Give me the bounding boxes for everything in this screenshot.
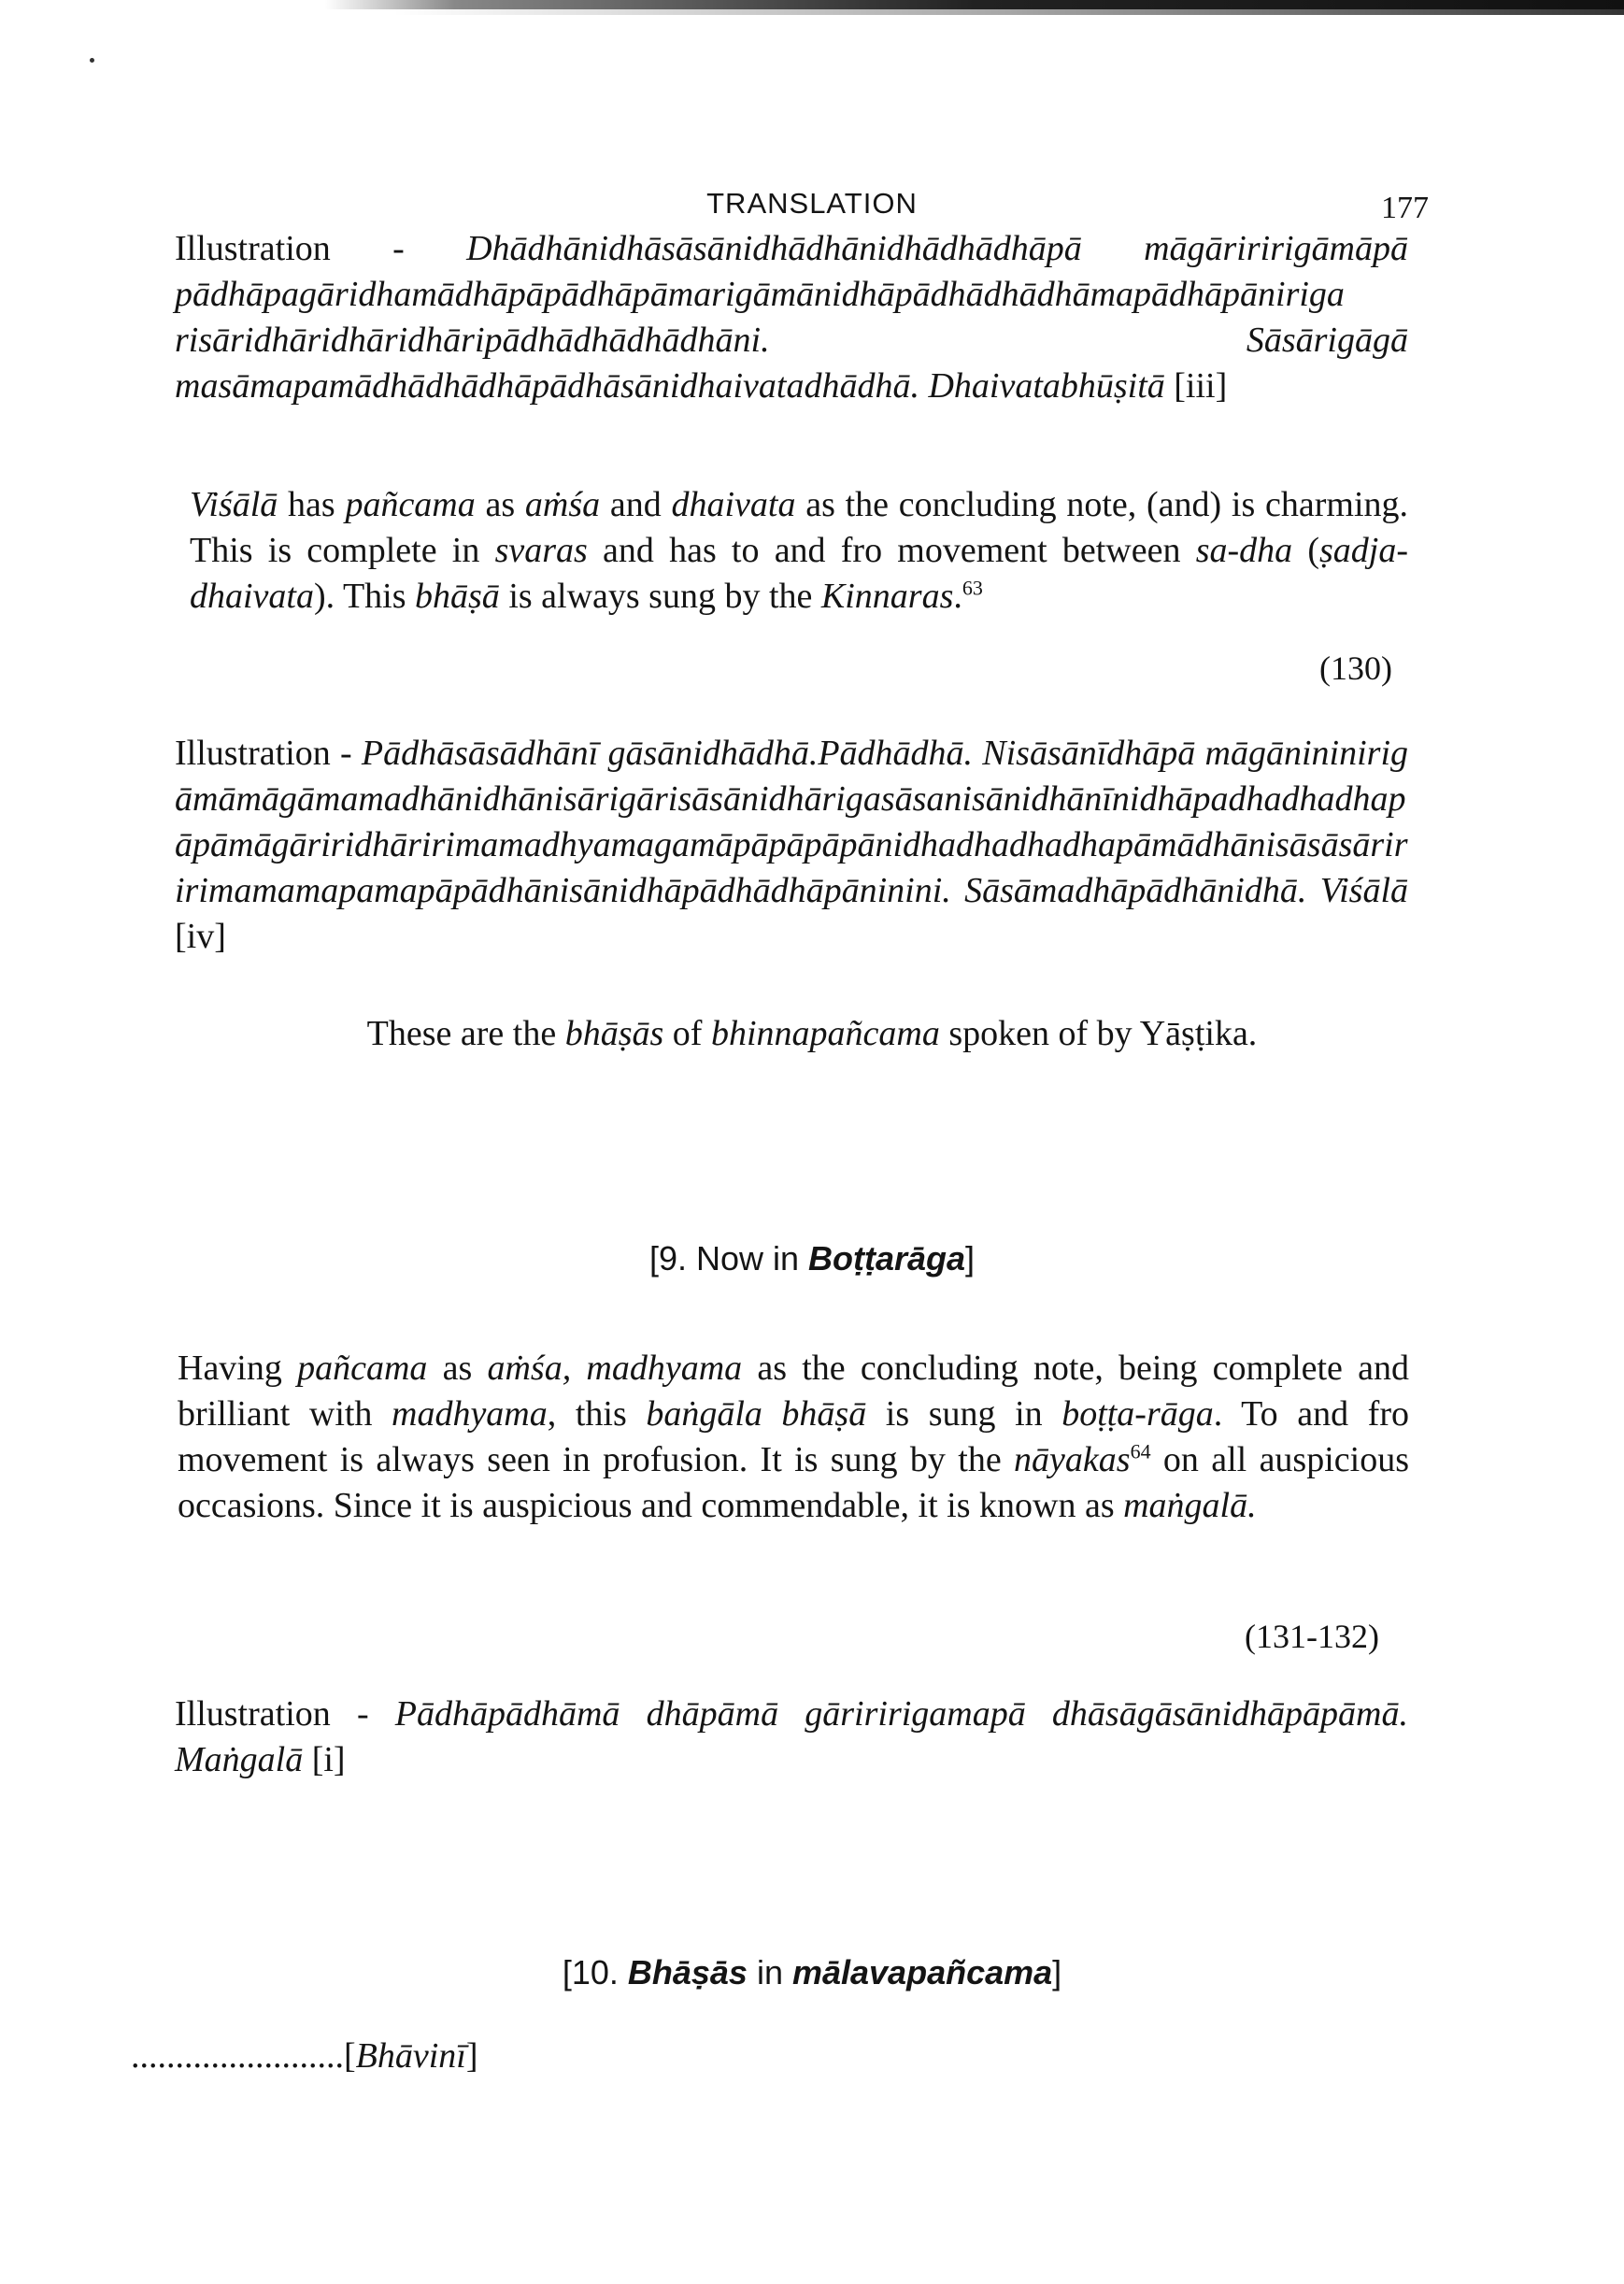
mangala-paragraph <box>178 1346 1409 1529</box>
text-run: is sung in <box>866 1394 1062 1434</box>
heading-suffix: ] <box>1052 1953 1062 1991</box>
text-run: as the concluding note, (and) is charming. This is complete in <box>190 485 1409 570</box>
term-bangala-bhasa: baṅgāla bhāṣā <box>646 1394 867 1434</box>
bhasa-name: Dhaivatabhūṣitā <box>928 366 1165 406</box>
text-run: has <box>278 485 346 524</box>
illustration-iii <box>175 226 1408 409</box>
scan-edge-top <box>0 0 1624 9</box>
illustration-notes: Pādhāpādhāmā dhāpāmā gāriririgamapā dhāsāgāsānidhāpāpāmā. <box>394 1694 1408 1734</box>
text-run: as <box>427 1349 488 1388</box>
term-bhasa: bhāṣā <box>415 577 500 616</box>
footnote-marker: 63 <box>962 576 983 600</box>
verse-number: (131-132) <box>1245 1618 1379 1655</box>
heading-suffix: ] <box>965 1239 976 1278</box>
bhasa-ref: [iii] <box>1174 366 1228 406</box>
bhasa-name: Bhāvinī <box>355 2036 466 2076</box>
text-run: on all auspicious occasions. Since it is auspicious and commendable, it is known as <box>178 1440 1409 1525</box>
text-run: as <box>475 485 525 524</box>
term-bhinnapancama: bhinnapañcama <box>710 1014 940 1053</box>
heading-term: Boṭṭarāga <box>808 1239 966 1278</box>
term-pancama: pañcama <box>297 1349 428 1388</box>
text-run: . To and fro movement is always seen in profusion. It is sung by the <box>178 1394 1409 1479</box>
page-number: 177 <box>1381 191 1429 225</box>
term-bhasas: bhāṣās <box>564 1014 664 1053</box>
text-run: of <box>663 1014 711 1053</box>
term-visala: Viśālā <box>190 485 278 524</box>
text-run: These are the <box>366 1014 565 1053</box>
illustration-notes: Dhādhānidhāsāsānidhādhānidhādhādhāpā māgāriririgāmāpā pādhāpagāridhamādhāpāpādhāpāmarigāmānidhāpādhādhādhāmapādhāpāniriga risāridhāridhāridhāripādhādhādhādhāni. Sāsārigāgā masāmapamādhādhādhāpādhāsānidhaivatadhādhā. <box>175 229 1408 406</box>
text-run: is always sung by the <box>499 577 821 616</box>
term-botta-raga: boṭṭa-rāga <box>1061 1394 1214 1434</box>
text-run: , this <box>547 1394 647 1434</box>
text-run: spoken of by Yāṣṭika. <box>939 1014 1258 1053</box>
illustration-i <box>175 1692 1408 1783</box>
text-run: and <box>600 485 672 524</box>
illustration-label: Illustration - <box>175 734 362 773</box>
bhavini-line <box>131 2034 1364 2079</box>
verse-number: (130) <box>1319 650 1392 687</box>
heading-prefix: [9. Now in <box>648 1239 809 1278</box>
bhasa-name: Viśālā <box>1319 871 1408 910</box>
term-sa-dha: sa-dha <box>1195 531 1293 570</box>
illustration-label: Illustration - <box>175 229 467 268</box>
heading-term: Bhāṣās <box>627 1953 748 1991</box>
scan-edge-shadow <box>392 9 1624 15</box>
scan-speck <box>90 58 94 63</box>
heading-term: mālavapañcama <box>791 1953 1053 1991</box>
visala-paragraph <box>190 482 1408 620</box>
heading-prefix: [10. <box>562 1953 628 1991</box>
term-kinnaras: Kinnaras <box>820 577 954 616</box>
text-run: ( <box>1292 531 1320 570</box>
running-head: TRANSLATION <box>706 187 918 220</box>
dot-leader: ........................ <box>131 2036 344 2076</box>
closing-line <box>0 1013 1624 1054</box>
bhasa-ref: [i] <box>311 1740 346 1779</box>
bhasa-name: Maṅgalā <box>175 1740 304 1779</box>
term-nayakas: nāyakas <box>1014 1440 1131 1479</box>
illustration-label: Illustration - <box>175 1694 395 1734</box>
bhasa-ref: [iv] <box>175 917 226 956</box>
section-heading-10 <box>0 1953 1624 1992</box>
illustration-iv <box>175 731 1408 960</box>
term-sadja-dhaivata: ṣadja-dhaivata <box>190 531 1409 616</box>
footnote-marker: 64 <box>1130 1439 1151 1463</box>
illustration-notes: Pādhāsāsādhānī gāsānidhādhā.Pādhādhā. Nisāsānīdhāpā māgānininirigāmāmāgāmamadhānidhānisārigārisāsānidhārigasāsanisānidhānīnidhāpadhadhadhapāpāmāgāriridhāririmamadhyamagamāpāpāpāpānidhadhadhadhapāmādhānisāsāsāriririmamamapamapāpādhānisānidhāpādhādhāpāninini. Sāsāmadhāpādhānidhā. <box>175 734 1409 910</box>
term-svaras: svaras <box>494 531 588 570</box>
term-madhyama: madhyama <box>392 1394 548 1434</box>
text-run: as the concluding note, being complete and brilliant with <box>178 1349 1409 1434</box>
text-run: and has to and fro movement between <box>587 531 1196 570</box>
text-run: ). This <box>313 577 416 616</box>
text-run: Having <box>178 1349 298 1388</box>
term-dhaivata: dhaivata <box>671 485 796 524</box>
bracket: [ <box>344 2036 356 2076</box>
text-run: . <box>953 577 962 616</box>
term-amsa-madhyama: aṁśa, madhyama <box>487 1349 743 1388</box>
term-amsa: aṁśa <box>524 485 601 524</box>
section-heading-9 <box>0 1239 1624 1278</box>
term-pancama: pañcama <box>345 485 476 524</box>
bracket: ] <box>465 2036 478 2076</box>
term-mangala: maṅgalā. <box>1123 1486 1257 1525</box>
heading-mid: in <box>747 1953 792 1991</box>
